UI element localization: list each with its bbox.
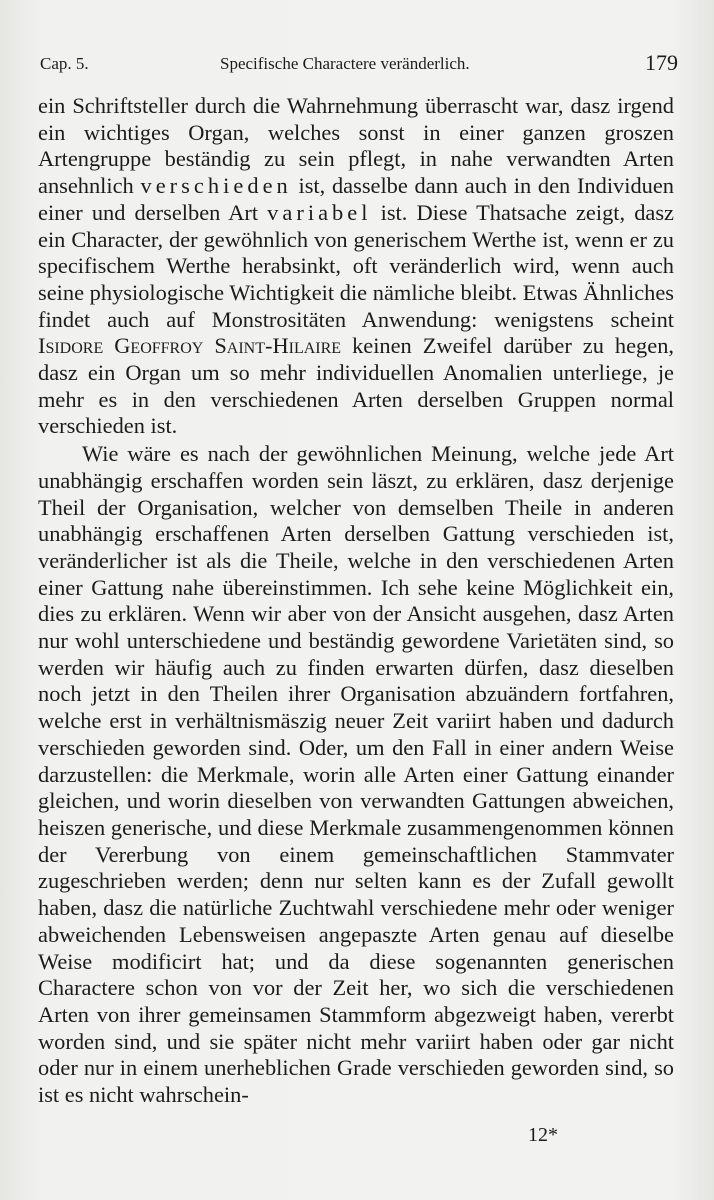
emphasis-spaced: variabel [267, 199, 372, 225]
text-run: ein Schriftsteller durch die Wahrnehmung überrascht war, dasz irgend ein wichtiges Organ, welches sonst in einer ganzen groszen Artengruppe beständig zu sein pflegt, in nahe verwandten Arten ansehnlich [38, 93, 674, 199]
text-run: ist. Diese Thatsache zeigt, dasz ein Character, der gewöhnlich von generischem Werthe ist, wenn er zu specifischem Werthe herabsinkt, oft veränderlich wird, wenn auch seine physiologische Wichtigkeit die nämliche bleibt. Etwas Ähnliches findet auch auf Monstrositäten Anwendung: wenigstens scheint [38, 199, 674, 332]
text-run: keinen Zweifel darüber zu hegen, dasz ein Organ um so mehr individuellen Anomalien unterliege, je mehr es in den verschiedenen Arten derselben Gruppen normal verschieden ist. [38, 333, 674, 439]
signature-mark: 12* [528, 1124, 558, 1146]
text-run: ist, dasselbe dann auch in den Individuen einer und derselben Art [38, 173, 674, 225]
text-run: Wie wäre es nach der gewöhnlichen Meinung, welche jede Art unabhängig erschaffen worden sein läszt, zu erklären, dasz derjenige Theil der Organisation, welcher von demselben Theile in anderen unabhängig erschaffenen Arten derselben Gattung verschieden ist, veränderlicher ist als die Theile, welche in den verschiedenen Arten einer Gattung nahe übereinstimmen. Ich sehe keine Möglichkeit ein, dies zu erklären. Wenn wir aber von der Ansicht ausgehen, dasz Arten nur wohl unterschiedene und beständig gewordene Varietäten sind, so werden wir häufig auch zu finden erwarten dürfen, dasz dieselben noch jetzt in den Theilen ihrer Organisation abzuändern fortfahren, welche erst in verhältnismäszig neuer Zeit variirt haben und dadurch verschieden geworden sind. Oder, um den Fall in einer andern Weise darzustellen: die Merkmale, worin alle Arten einer Gattung einander gleichen, und worin dieselben von verwandten Gattungen abweichen, heiszen generische, und diese Merkmale zusammengenommen können der Vererbung von einem gemeinschaftlichen Stammvater zugeschrieben werden; denn nur selten kann es der Zufall gewollt haben, dasz die natürliche Zuchtwahl verschiedene mehr oder weniger abweichenden Lebensweisen angepaszte Arten genau auf dieselbe Weise modificirt hat; und da diese sogenannten generischen Charactere schon von vor der Zeit her, wo sich die verschiedenen Arten von ihrer gemeinsamen Stammform abgezweigt haben, vererbt worden sind, und sie später nicht mehr variirt haben oder gar nicht oder nur in einem unerheblichen Grade verschieden geworden sind, so ist es nicht wahrschein- [38, 441, 674, 1108]
emphasis-spaced: verschieden [140, 173, 292, 199]
author-name-smallcaps: Isidore Geoffroy Saint-Hilaire [38, 333, 342, 359]
page-number: 179 [645, 50, 678, 75]
running-title: Specifische Charactere veränderlich. [220, 54, 470, 73]
body-text [38, 93, 674, 1109]
paragraph-2 [38, 441, 674, 1109]
running-header [40, 50, 678, 80]
chapter-label: Cap. 5. [40, 54, 89, 73]
paragraph-1 [38, 93, 674, 440]
